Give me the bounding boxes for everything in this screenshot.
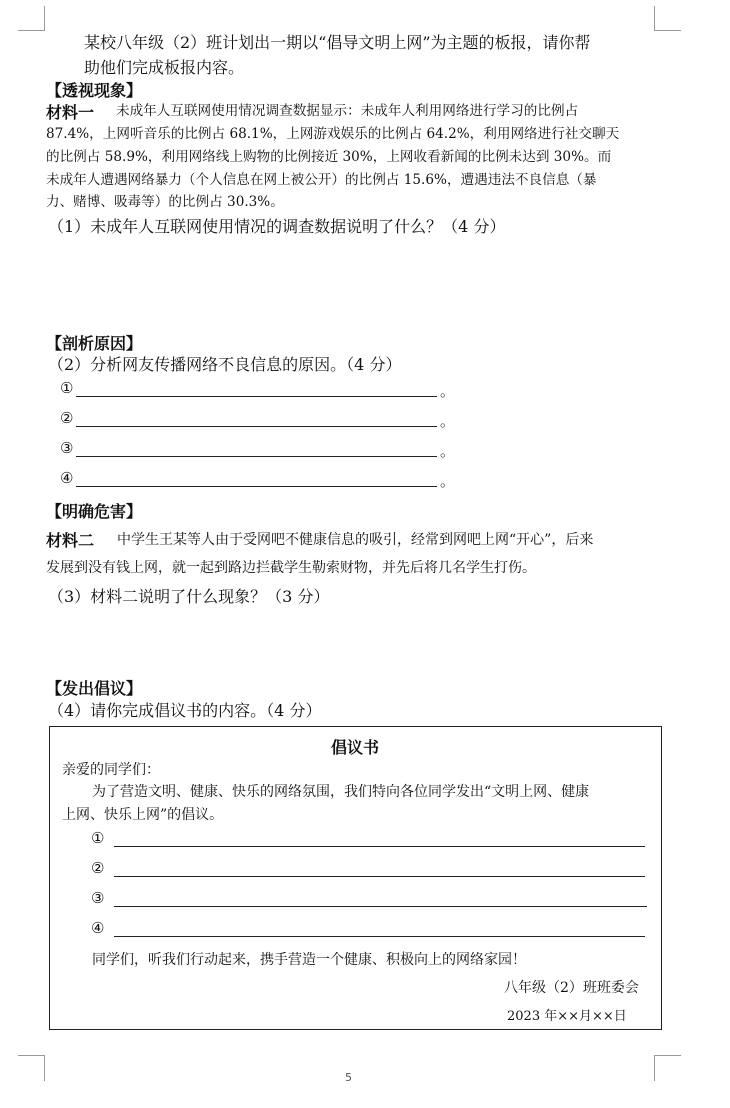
material-two-line-2: 发展到没有钱上网，就一起到路边拦截学生勒索财物，并先后将几名学生打伤。 [46,560,536,576]
section-title-harm: 【明确危害】 [46,502,143,521]
crop-mark-bottom-left-h [18,1055,45,1057]
blank-period-4: 。 [440,472,456,490]
question-2: （2）分析网友传播网络不良信息的原因。（4 分） [48,355,402,374]
page-number: 5 [345,1071,352,1084]
blank-period-3: 。 [440,442,456,460]
letter-closing: 同学们，听我们行动起来，携手营造一个健康、积极向上的网络家园！ [92,952,526,968]
crop-mark-bottom-right [654,1055,656,1081]
letter-item-line-1[interactable] [114,846,645,847]
section-title-causes: 【剖析原因】 [46,334,143,353]
answer-line-4[interactable] [76,486,437,487]
letter-item-line-2[interactable] [114,876,645,877]
letter-body-line-1: 为了营造文明、健康、快乐的网络氛围，我们特向各位同学发出“文明上网、健康 [92,784,590,800]
blank-number-1: ① [60,379,74,397]
material-one-line-5: 力、赌博、吸毒等）的比例占 30.3%。 [46,194,284,210]
material-two-label: 材料二 [46,531,95,550]
crop-mark-top-left [44,6,46,30]
letter-body-line-2: 上网、快乐上网”的倡议。 [62,807,224,823]
blank-period-2: 。 [440,412,456,430]
blank-number-4: ④ [60,469,74,487]
answer-line-2[interactable] [76,426,437,427]
letter-item-line-4[interactable] [114,936,645,937]
blank-number-3: ③ [60,439,74,457]
question-3: （3）材料二说明了什么现象？（3 分） [48,587,330,606]
crop-mark-top-left-h [18,30,45,32]
crop-mark-top-right-h [654,30,681,32]
material-one-label: 材料一 [46,103,95,122]
blank-period-1: 。 [440,382,456,400]
answer-line-3[interactable] [76,456,437,457]
material-one-line-1: 未成年人互联网使用情况调查数据显示：未成年人利用网络进行学习的比例占 [116,103,579,119]
material-two-line-1: 中学生王某等人由于受网吧不健康信息的吸引，经常到网吧上网“开心”，后来 [117,532,594,548]
blank-number-2: ② [60,409,74,427]
crop-mark-bottom-right-h [654,1055,681,1057]
letter-item-line-3[interactable] [114,906,647,907]
section-title-phenomenon: 【透视现象】 [46,81,143,100]
intro-line-2: 助他们完成板报内容。 [84,58,245,77]
question-1: （1）未成年人互联网使用情况的调查数据说明了什么？（4 分） [48,217,506,236]
letter-item-number-1: ① [91,829,105,847]
section-title-proposal: 【发出倡议】 [46,679,143,698]
letter-title: 倡议书 [331,738,380,757]
material-one-line-3: 的比例占 58.9%，利用网络线上购物的比例接近 30%，上网收看新闻的比例未达到 30%。而 [46,149,612,165]
letter-item-number-2: ② [91,859,105,877]
letter-item-number-3: ③ [91,889,105,907]
letter-item-number-4: ④ [91,919,105,937]
letter-signature: 八年级（2）班班委会 [504,980,639,996]
crop-mark-bottom-left [44,1055,46,1081]
answer-line-1[interactable] [76,396,437,397]
material-one-line-2: 87.4%，上网听音乐的比例占 68.1%，上网游戏娱乐的比例占 64.2%，利用网络进行社交聊天 [46,126,620,142]
question-4: （4）请你完成倡议书的内容。（4 分） [48,701,322,720]
letter-date: 2023 年××月××日 [507,1009,627,1024]
crop-mark-top-right [654,6,656,30]
intro-line-1: 某校八年级（2）班计划出一期以“倡导文明上网”为主题的板报，请你帮 [84,33,591,52]
material-one-line-4: 未成年人遭遇网络暴力（个人信息在网上被公开）的比例占 15.6%，遭遇违法不良信息（暴 [46,172,597,188]
letter-greeting: 亲爱的同学们： [62,762,160,778]
